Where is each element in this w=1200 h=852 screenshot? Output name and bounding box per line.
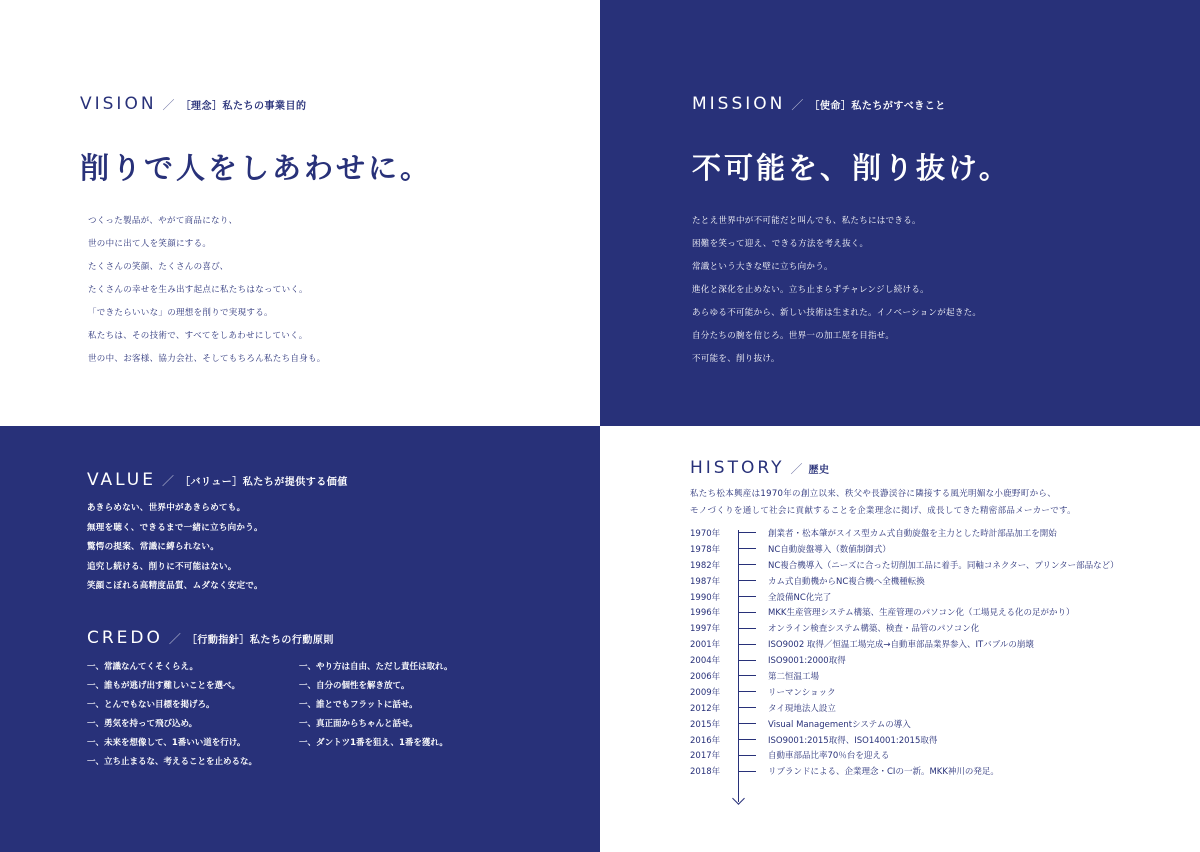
timeline-tick xyxy=(738,660,756,661)
credo-heading xyxy=(87,628,334,648)
timeline-row xyxy=(690,716,1119,732)
timeline-tick xyxy=(738,691,756,692)
timeline-event: 自動車部品比率70％台を迎える xyxy=(768,751,890,762)
credo-item: 一、ダントツ1番を狙え、1番を獲れ。 xyxy=(299,738,448,748)
timeline-year: 2004年 xyxy=(690,656,721,667)
timeline-year: 1978年 xyxy=(690,544,721,555)
mission-text xyxy=(692,210,981,371)
mission-subtitle: ［使命］私たちがすべきこと xyxy=(809,101,946,112)
timeline-row xyxy=(690,732,1119,748)
credo-title: CREDO xyxy=(87,628,163,648)
vision-slash: ／ xyxy=(162,98,175,112)
credo-item: 一、やり方は自由、ただし責任は取れ。 xyxy=(299,662,453,672)
timeline-year: 2001年 xyxy=(690,640,721,651)
timeline-event: オンライン検査システム構築、検査・品管のパソコン化 xyxy=(768,624,980,635)
timeline-year: 2015年 xyxy=(690,719,721,730)
vision-line: 私たちは、その技術で、すべてをしあわせにしていく。 xyxy=(88,331,308,341)
value-credo-section xyxy=(0,426,600,852)
timeline-tick xyxy=(738,771,756,772)
timeline-tick xyxy=(738,644,756,645)
credo-item: 一、とんでもない目標を掲げろ。 xyxy=(87,700,215,710)
mission-line: 困難を笑って迎え、できる方法を考え抜く。 xyxy=(692,239,869,249)
credo-item: 一、誰とでもフラットに話せ。 xyxy=(299,700,418,710)
value-title: VALUE xyxy=(87,470,156,490)
vision-line: 世の中に出て人を笑顔にする。 xyxy=(88,239,212,249)
timeline-year: 2018年 xyxy=(690,767,721,778)
value-list xyxy=(87,499,263,597)
history-title: HISTORY xyxy=(690,458,785,478)
timeline-event: 第二恒温工場 xyxy=(768,671,820,682)
credo-item: 一、常識なんてくそくらえ。 xyxy=(87,662,199,672)
mission-heading xyxy=(692,94,946,114)
timeline-row xyxy=(690,541,1119,557)
timeline-tick xyxy=(738,739,756,740)
timeline-event: リブランドによる、企業理念・CIの一新。MKK神川の発足。 xyxy=(768,767,999,778)
timeline-row xyxy=(690,525,1119,541)
mission-line: あらゆる不可能から、新しい技術は生まれた。イノベーションが起きた。 xyxy=(692,308,982,318)
timeline-year: 2017年 xyxy=(690,751,721,762)
timeline-tick xyxy=(738,580,756,581)
mission-line: 不可能を、削り抜け。 xyxy=(692,354,780,364)
timeline-row xyxy=(690,620,1119,636)
timeline-year: 2016年 xyxy=(690,735,721,746)
timeline-row xyxy=(690,684,1119,700)
history-intro-line: モノづくりを通して社会に貢献することを企業理念に掲げ、成長してきた精密部品メーカーです。 xyxy=(690,506,1076,516)
timeline-tick xyxy=(738,675,756,676)
timeline-year: 1982年 xyxy=(690,560,721,571)
timeline-year: 1970年 xyxy=(690,528,721,539)
vision-line: 世の中、お客様、協力会社、そしてもちろん私たち自身も。 xyxy=(88,354,326,364)
timeline-year: 1990年 xyxy=(690,592,721,603)
timeline-event: リーマンショック xyxy=(768,687,836,698)
timeline-event: ISO9001:2000取得 xyxy=(768,656,846,667)
credo-item: 一、立ち止まるな、考えることを止めるな。 xyxy=(87,757,258,767)
mission-title: MISSION xyxy=(692,94,786,114)
timeline-event: ISO9001:2015取得、ISO14001:2015取得 xyxy=(768,735,938,746)
credo-item: 一、自分の個性を解き放て。 xyxy=(299,681,410,691)
credo-list-right xyxy=(299,658,453,753)
timeline-arrow-icon xyxy=(732,792,745,805)
mission-line: 進化と深化を止めない。立ち止まらずチャレンジし続ける。 xyxy=(692,285,929,295)
timeline-event: Visual Managementシステムの導入 xyxy=(768,719,911,730)
mission-line: たとえ世界中が不可能だと叫んでも、私たちにはできる。 xyxy=(692,216,921,226)
timeline-tick xyxy=(738,755,756,756)
vision-line: たくさんの幸せを生み出す起点に私たちはなっていく。 xyxy=(88,285,308,295)
value-item: 笑顔こぼれる高精度品質、ムダなく安定で。 xyxy=(87,581,263,591)
timeline-tick xyxy=(738,548,756,549)
timeline-event: 全設備NC化完了 xyxy=(768,592,832,603)
timeline-tick xyxy=(738,628,756,629)
vision-line: つくった製品が、やがて商品になり、 xyxy=(88,216,238,226)
mission-section xyxy=(600,0,1200,426)
timeline-row xyxy=(690,636,1119,652)
timeline-tick xyxy=(738,564,756,565)
mission-line: 自分たちの腕を信じろ。世界一の加工屋を目指せ。 xyxy=(692,331,895,341)
history-subtitle: 歴史 xyxy=(808,465,830,476)
timeline-event: カム式自動機からNC複合機へ全機種転換 xyxy=(768,576,925,587)
mission-headline: 不可能を、削り抜け。 xyxy=(692,151,1011,185)
timeline-row xyxy=(690,589,1119,605)
vision-line: 「できたらいいな」の理想を削りで実現する。 xyxy=(88,308,273,318)
timeline-year: 1987年 xyxy=(690,576,721,587)
credo-list-left xyxy=(87,658,257,772)
vision-heading xyxy=(80,94,307,114)
timeline-year: 1997年 xyxy=(690,624,721,635)
timeline-row xyxy=(690,747,1119,763)
history-section xyxy=(600,426,1200,852)
value-item: あきらめない、世界中があきらめても。 xyxy=(87,503,246,513)
timeline-row xyxy=(690,668,1119,684)
timeline-year: 2006年 xyxy=(690,671,721,682)
credo-slash: ／ xyxy=(168,632,181,646)
history-heading xyxy=(690,458,829,478)
value-heading xyxy=(87,470,348,490)
value-item: 追究し続ける、削りに不可能はない。 xyxy=(87,561,237,572)
value-slash: ／ xyxy=(161,474,174,488)
timeline-event: MKK生産管理システム構築、生産管理のパソコン化（工場見える化の足がかり） xyxy=(768,608,1075,619)
vision-text xyxy=(88,210,326,371)
credo-item: 一、真正面からちゃんと話せ。 xyxy=(299,719,418,729)
timeline-event: ISO9002 取得／恒温工場完成→自動車部品業界参入、ITバブルの崩壊 xyxy=(768,640,1034,651)
timeline-event: 創業者・松本肇がスイス型カム式自動旋盤を主力とした時計部品加工を開始 xyxy=(768,528,1057,539)
timeline-event: NC自動旋盤導入（数値制御式） xyxy=(768,544,891,555)
timeline-row xyxy=(690,652,1119,668)
timeline-tick xyxy=(738,612,756,613)
vision-line: たくさんの笑顔、たくさんの喜び、 xyxy=(88,262,229,272)
value-item: 無理を聴く、できるまで一緒に立ち向かう。 xyxy=(87,522,263,533)
mission-line: 常識という大きな壁に立ち向かう。 xyxy=(692,262,833,272)
timeline-event: タイ現地法人設立 xyxy=(768,703,836,714)
timeline-year: 1996年 xyxy=(690,608,721,619)
history-slash: ／ xyxy=(790,462,803,476)
vision-headline: 削りで人をしあわせに。 xyxy=(80,151,433,185)
timeline-tick xyxy=(738,723,756,724)
history-intro xyxy=(690,486,1076,520)
timeline-tick xyxy=(738,707,756,708)
timeline-event: NC複合機導入（ニーズに合った切削加工品に着手。同軸コネクター、プリンター部品など） xyxy=(768,560,1119,571)
vision-section xyxy=(0,0,600,426)
timeline-row xyxy=(690,763,1119,779)
timeline-tick xyxy=(738,532,756,533)
credo-item: 一、誰もが逃げ出す難しいことを選べ。 xyxy=(87,681,241,691)
vision-subtitle: ［理念］私たちの事業目的 xyxy=(180,101,307,112)
timeline-row xyxy=(690,557,1119,573)
timeline-tick xyxy=(738,596,756,597)
mission-slash: ／ xyxy=(791,98,804,112)
timeline-row xyxy=(690,700,1119,716)
value-item: 驚愕の提案、常識に縛られない。 xyxy=(87,542,220,552)
history-intro-line: 私たち松本興産は1970年の創立以来、秩父や長瀞渓谷に隣接する風光明媚な小鹿野町から、 xyxy=(690,489,1057,499)
timeline-year: 2009年 xyxy=(690,687,721,698)
credo-subtitle: ［行動指針］私たちの行動原則 xyxy=(186,635,334,646)
credo-item: 一、未来を想像して、1番いい道を行け。 xyxy=(87,738,246,748)
timeline-row xyxy=(690,604,1119,620)
credo-item: 一、勇気を持って飛び込め。 xyxy=(87,719,198,729)
history-timeline xyxy=(690,525,1119,779)
value-subtitle: ［バリュー］私たちが提供する価値 xyxy=(180,477,348,488)
timeline-row xyxy=(690,573,1119,589)
vision-title: VISION xyxy=(80,94,157,114)
timeline-year: 2012年 xyxy=(690,703,721,714)
